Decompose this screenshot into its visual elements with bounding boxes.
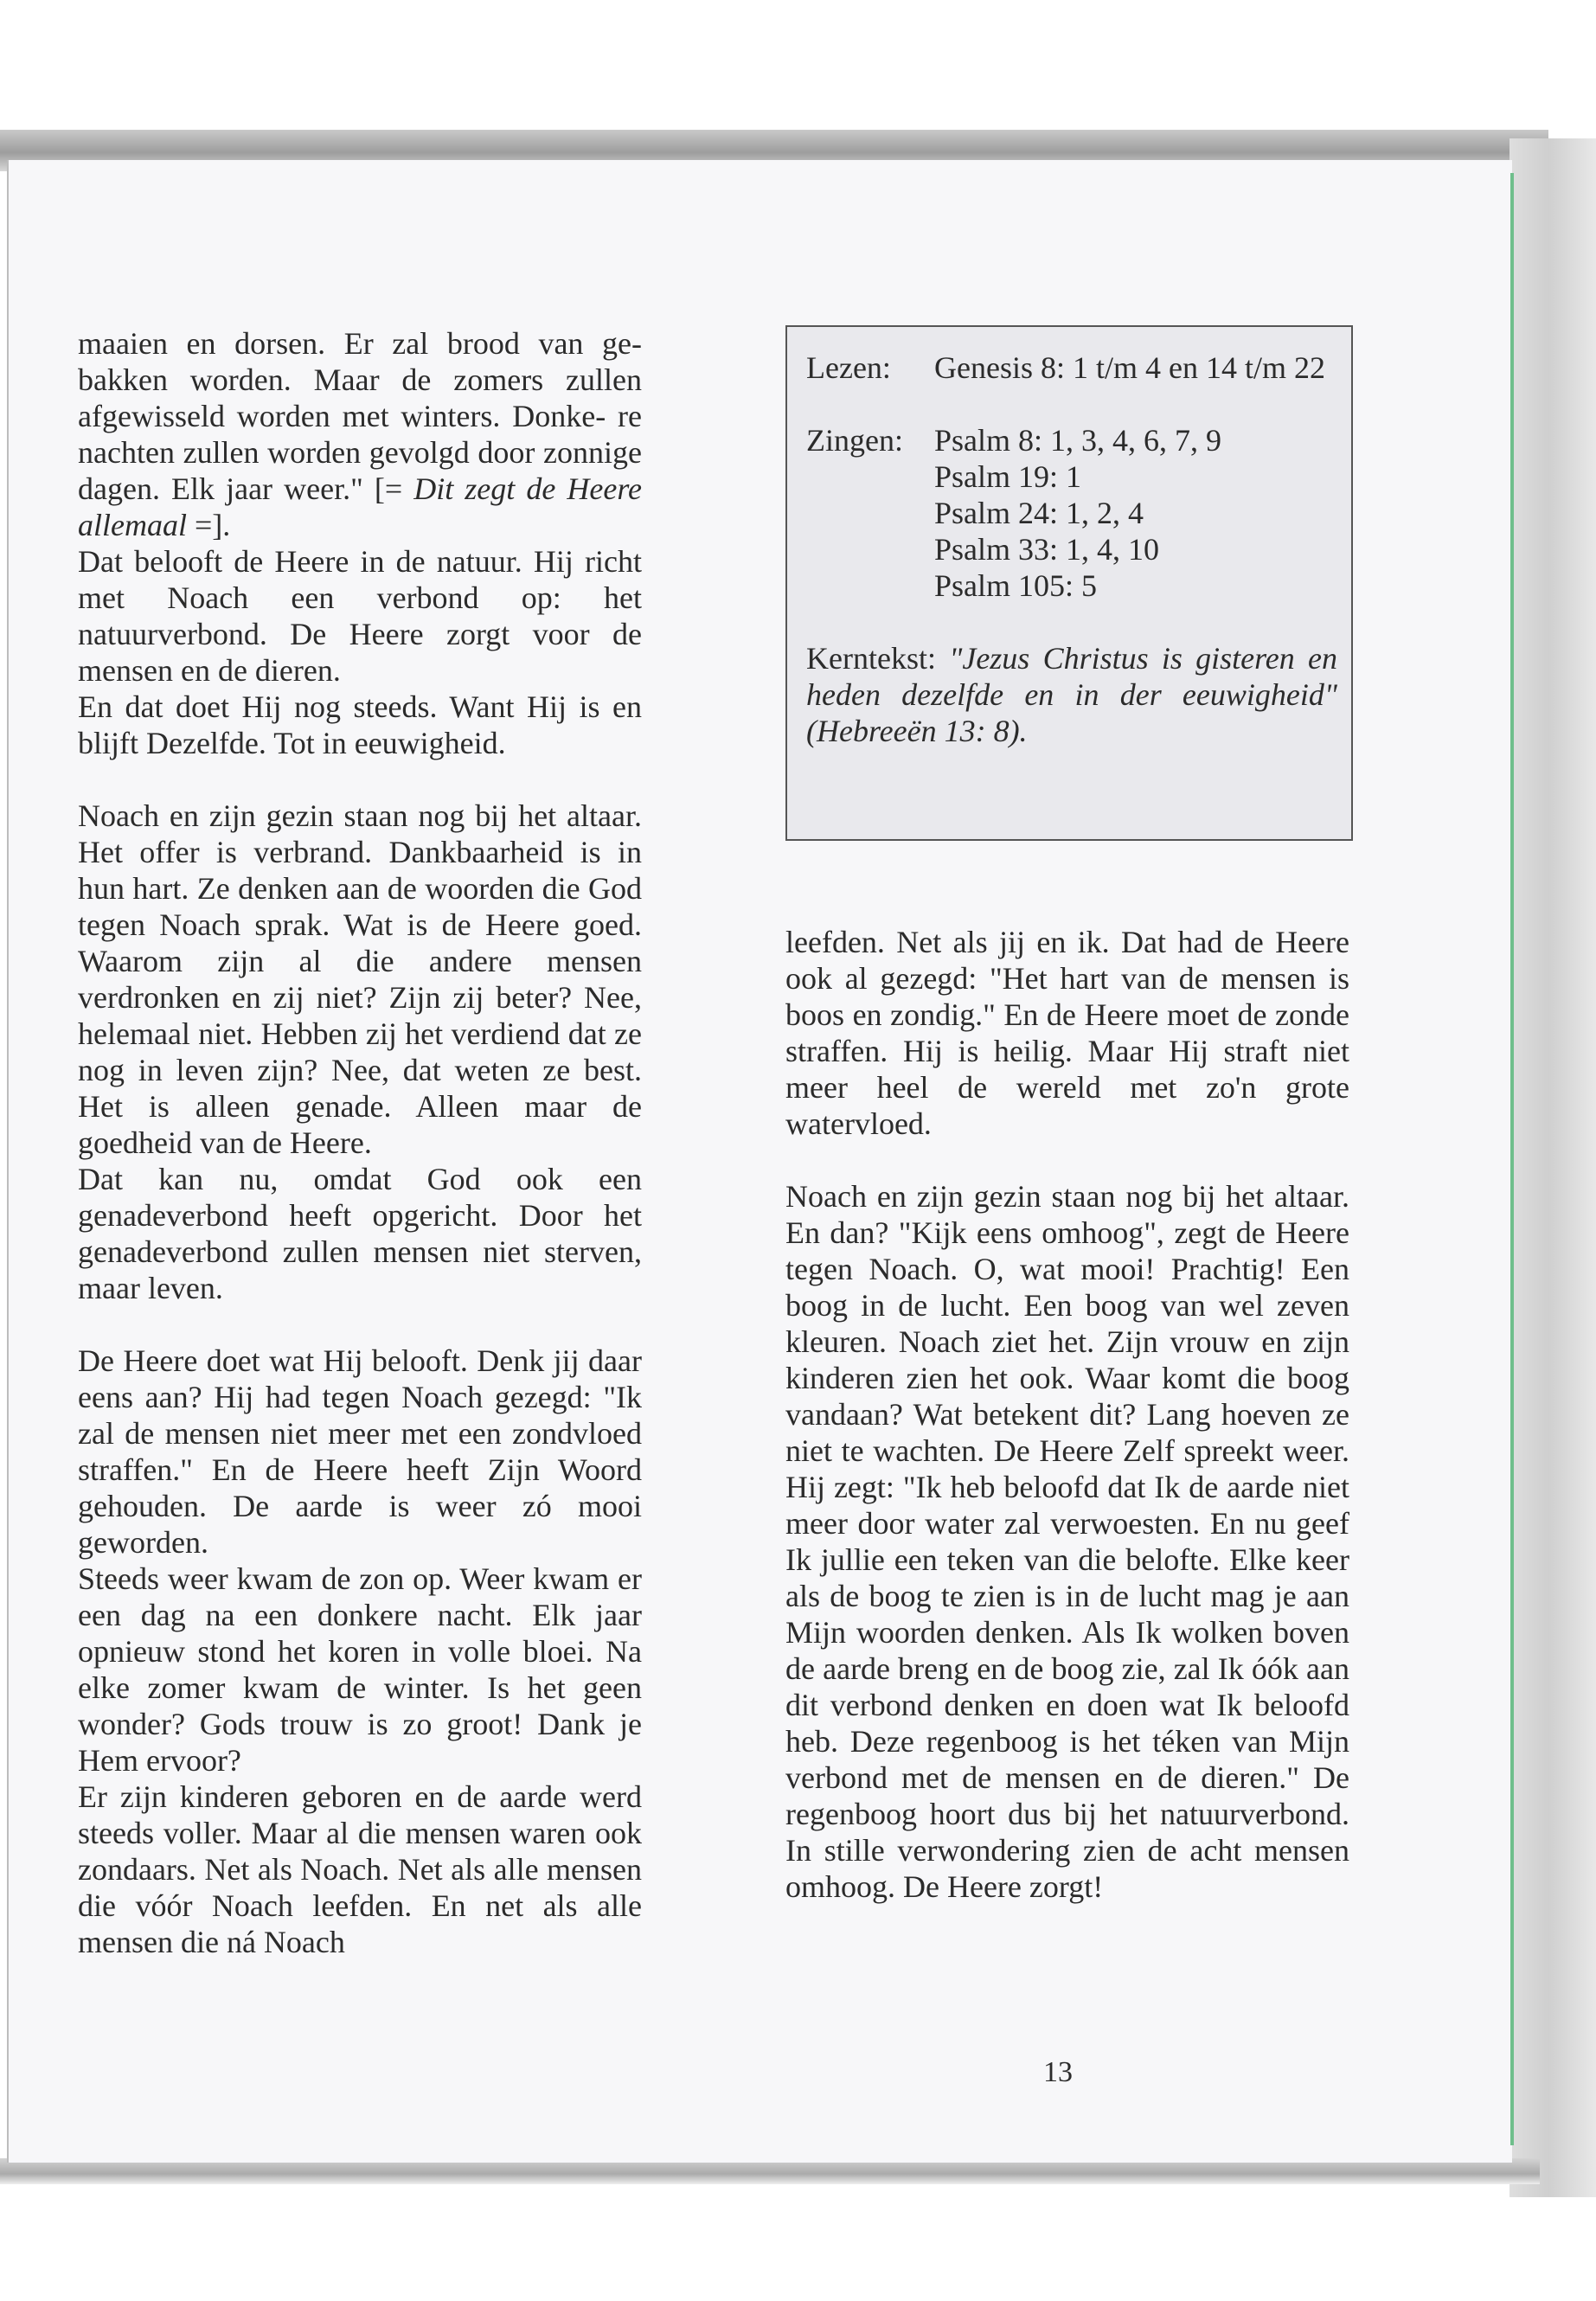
- kerntekst-value: "Jezus Christus is gisteren en heden dezelfde en in der eeuwigheid" (Hebreeën 13: 8).: [806, 641, 1337, 748]
- right-paragraph-1: leefden. Net als jij en ik. Dat had de Heere ook al gezegd: "Het hart van de mensen is boos en zondig." En de Heere moet de zonde straffen. Hij is heilig. Maar Hij straft niet meer heel de wereld met zo'n grote watervloed.: [785, 925, 1349, 1141]
- page-green-edge: [1510, 173, 1514, 2145]
- left-paragraph-8: Er zijn kinderen geboren en de aarde werd steeds voller. Maar al die mensen waren ook zondaars. Net als Noach. Net als alle mensen die vóór Noach leefden. En net als alle mensen die ná Noach: [78, 1779, 642, 1959]
- lezen-value: Genesis 8: 1 t/m 4 en 14 t/m 22: [934, 350, 1325, 385]
- italic-insert: Dit zegt de Heere allemaal: [78, 471, 642, 542]
- reading-info-box: [785, 325, 1353, 841]
- left-paragraph-4: Noach en zijn gezin staan nog bij het altaar. Het offer is verbrand. Dankbaarheid is in hun hart. Ze denken aan de woorden die God tegen Noach sprak. Wat is de Heere goed. Waarom zijn al die andere mensen verdronken en zij niet? Zijn zij beter? Nee, helemaal niet. Hebben zij het verdiend dat ze nog in leven zijn? Nee, dat weten ze best. Het is alleen genade. Alleen maar de goedheid van de Heere.: [78, 798, 642, 1160]
- psalm-item: Psalm 24: 1, 2, 4: [934, 496, 1144, 530]
- psalm-item: Psalm 105: 5: [934, 568, 1098, 603]
- left-paragraph-2: Dat belooft de Heere in de natuur. Hij richt met Noach een verbond op: het natuurverbond. De Heere zorgt voor de mensen en de dieren.: [78, 544, 642, 688]
- left-paragraph-6: De Heere doet wat Hij belooft. Denk jij daar eens aan? Hij had tegen Noach gezegd: "Ik zal de mensen niet meer met een zondvloed straffen." En de Heere heeft Zijn Woord gehouden. De aarde is weer zó mooi geworden.: [78, 1343, 642, 1560]
- left-paragraph-3: En dat doet Hij nog steeds. Want Hij is en blijft Dezelfde. Tot in eeuwigheid.: [78, 689, 642, 760]
- psalm-item: Psalm 19: 1: [934, 459, 1082, 494]
- lezen-label: Lezen:: [806, 350, 891, 385]
- right-text-column: [785, 924, 1349, 1905]
- lezen-row: [806, 349, 1337, 386]
- left-paragraph-5: Dat kan nu, omdat God ook een genadeverbond heeft opgericht. Door het genadeverbond zullen mensen niet sterven, maar leven.: [78, 1162, 642, 1305]
- zingen-label: Zingen:: [806, 423, 903, 458]
- zingen-row: [806, 422, 1337, 604]
- binding-right-edge: [1509, 138, 1596, 2197]
- psalm-item: Psalm 8: 1, 3, 4, 6, 7, 9: [934, 423, 1222, 458]
- kerntekst: [806, 640, 1337, 749]
- zingen-list: [934, 422, 1337, 604]
- right-paragraph-2: Noach en zijn gezin staan nog bij het altaar. En dan? "Kijk eens omhoog", zegt de Heere tegen Noach. O, wat mooi! Prachtig! Een boog in de lucht. Een boog van wel zeven kleuren. Noach ziet het. Zijn vrouw en zijn kinderen zien het ook. Waar komt die boog vandaan? Wat betekent dit? Lang hoeven ze niet te wachten. De Heere Zelf spreekt weer. Hij zegt: "Ik heb beloofd dat Ik de aarde niet meer door water zal verwoesten. En nu geef Ik jullie een teken van die belofte. Elke keer als de boog te zien is in de lucht mag je aan Mijn woorden denken. Als Ik wolken boven de aarde breng en de boog zie, zal Ik óók aan dit verbond denken en doen wat Ik beloofd heb. Deze regenboog is het téken van Mijn verbond met de mensen en de dieren." De regenboog hoort dus bij het natuurverbond. In stille verwondering zien de acht mensen omhoog. De Heere zorgt!: [785, 1179, 1349, 1904]
- kerntekst-label: Kerntekst:: [806, 641, 950, 676]
- left-paragraph-1: maaien en dorsen. Er zal brood van ge- bakken worden. Maar de zomers zullen afgewisseld worden met winters. Donke- re nachten zullen worden gevolgd door zonnige dagen. Elk jaar weer." [= Dit zegt de Heere allemaal =].: [78, 326, 642, 542]
- left-text-column: [78, 325, 642, 1960]
- page-number: 13: [1043, 2056, 1073, 2088]
- psalm-item: Psalm 33: 1, 4, 10: [934, 532, 1160, 567]
- left-paragraph-7: Steeds weer kwam de zon op. Weer kwam er een dag na een donkere nacht. Elk jaar opnieuw stond het koren in volle bloei. Na elke zomer kwam de winter. Is het geen wonder? Gods trouw is zo groot! Dank je Hem ervoor?: [78, 1561, 642, 1778]
